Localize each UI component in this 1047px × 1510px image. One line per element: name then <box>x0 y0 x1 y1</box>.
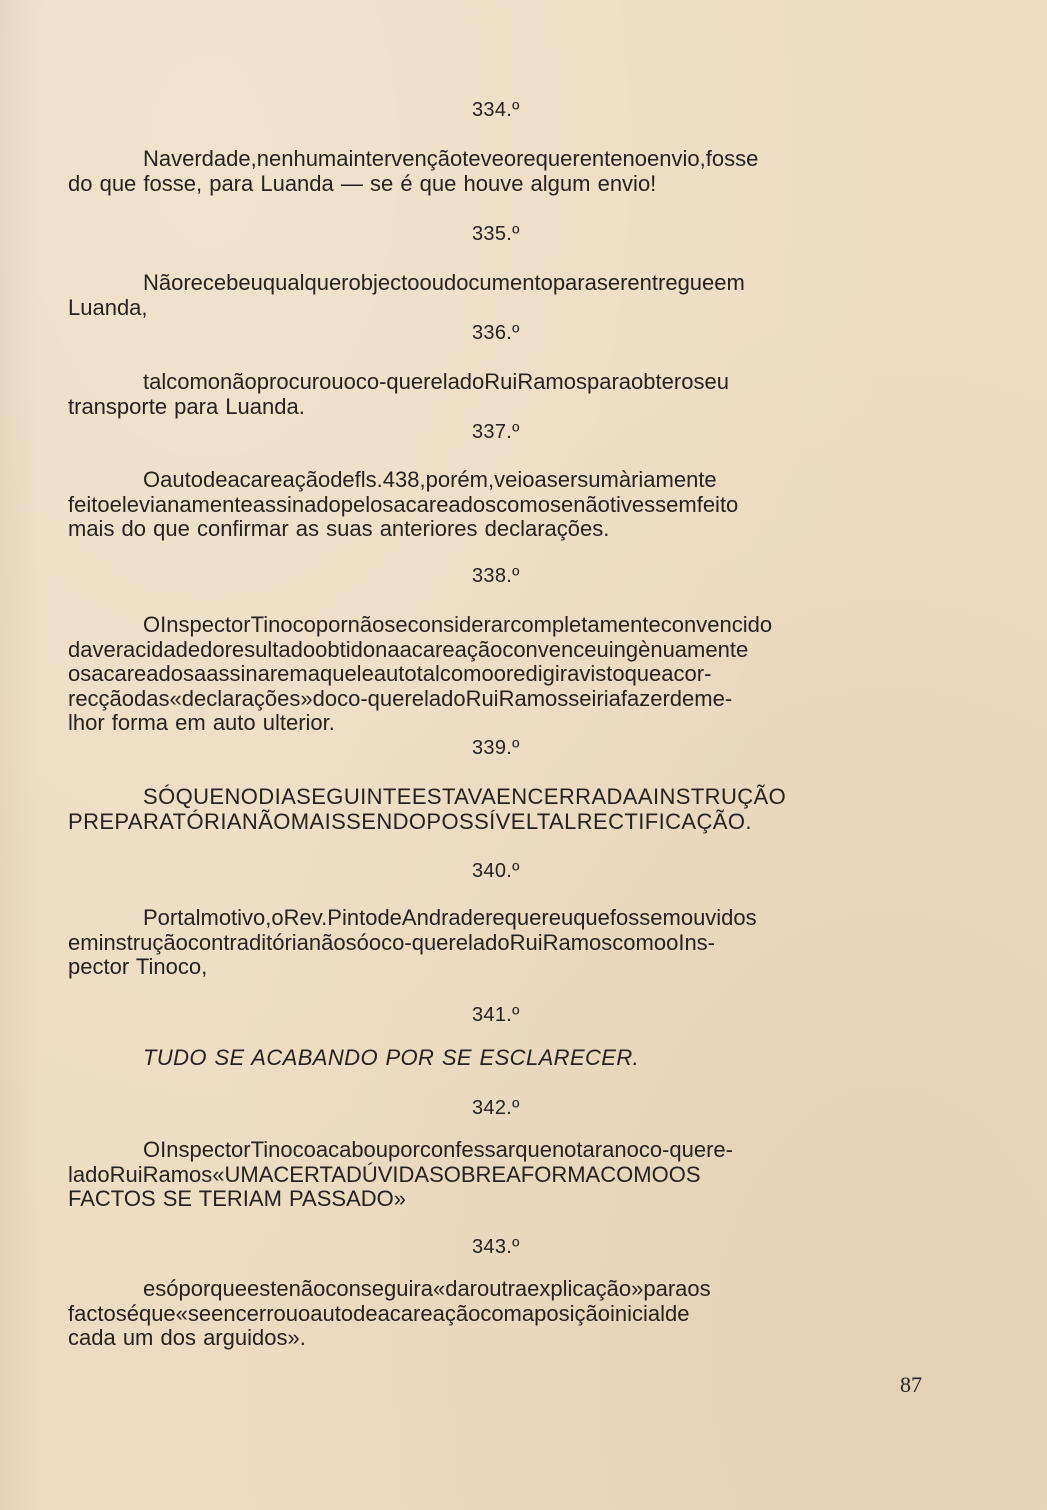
text-line: FACTOS SE TERIAM PASSADO» <box>68 1186 406 1211</box>
text-line: osacareadosaassinaremaqueleautotalcomooredigiravistoqueacor- <box>68 661 712 686</box>
text-line: pector Tinoco, <box>68 954 208 979</box>
text-line: Luanda, <box>68 294 148 320</box>
text-line: daveracidadedoresultadoobtidonaacareaçãoconvenceuingènuamente <box>68 636 749 662</box>
text-line: recçãodas«declarações»doco-quereladoRuiRamosseiriafazerdeme- <box>68 685 733 711</box>
paragraph <box>68 906 932 980</box>
paragraph <box>68 468 932 542</box>
text-line: esóporqueestenãoconseguira«daroutraexplicação»paraos <box>143 1276 711 1301</box>
text-line: Portalmotivo,oRev.PintodeAndraderequereuquefossemouvidos <box>143 905 757 930</box>
text-line: eminstruçãocontraditórianãosóoco-quereladoRuiRamoscomooIns- <box>68 929 716 955</box>
text-line: factoséque«seencerrouoautodeacareaçãocomaposiçãoinicialde <box>68 1300 690 1326</box>
text-line: cada um dos arguidos». <box>68 1325 306 1350</box>
page-number: 87 <box>900 1372 922 1397</box>
text-line: Nãorecebeuqualquerobjectooudocumentoparaserentregueem <box>143 270 745 295</box>
paragraph <box>68 785 932 834</box>
text-line: lhor forma em auto ulterior. <box>68 710 335 735</box>
text-line: Naverdade,nenhumaintervençãoteveorequerentenoenvio,fosse <box>143 146 759 171</box>
text-line: mais do que confirmar as suas anteriores declarações. <box>68 516 610 541</box>
article-number: 340.º <box>472 860 520 882</box>
text-line: Oautodeacareaçãodefls.438,porém,veioasersumàriamente <box>143 467 717 492</box>
article-number: 341.º <box>472 1004 520 1026</box>
text-line: OInspectorTinocoacabouporconfessarquenotaranoco-quere- <box>143 1137 733 1162</box>
paragraph <box>68 1277 932 1351</box>
text-line: transporte para Luanda. <box>68 393 305 419</box>
article-number: 337.º <box>472 421 520 443</box>
paragraph <box>68 370 932 419</box>
article-number: 338.º <box>472 565 520 587</box>
article-number: 334.º <box>472 99 520 121</box>
article-number: 342.º <box>472 1097 520 1119</box>
text-line: talcomonãoprocurouoco-quereladoRuiRamosparaobteroseu <box>143 369 729 394</box>
article-number: 335.º <box>472 223 520 245</box>
text-line: OInspectorTinocopornãoseconsiderarcompletamenteconvencido <box>143 612 773 637</box>
text-line: TUDO SE ACABANDO POR SE ESCLARECER. <box>143 1045 640 1070</box>
article-number: 336.º <box>472 322 520 344</box>
text-line: PREPARATÓRIANÃOMAISSENDOPOSSÍVELTALRECTIFICAÇÃO. <box>68 808 752 834</box>
paragraph <box>68 147 932 196</box>
article-number: 343.º <box>472 1236 520 1258</box>
text-line: do que fosse, para Luanda — se é que houve algum envio! <box>68 170 657 196</box>
paragraph <box>68 1046 932 1071</box>
paragraph <box>68 613 932 736</box>
text-line: ladoRuiRamos«UMACERTADÚVIDASOBREAFORMACOMOOS <box>68 1161 701 1187</box>
paragraph <box>68 1138 932 1212</box>
paragraph <box>68 271 932 320</box>
text-line: feitoelevianamenteassinadopelosacareadoscomosenãotivessemfeito <box>68 491 739 517</box>
text-line: SÓQUENODIASEGUINTEESTAVAENCERRADAAINSTRUÇÃO <box>143 784 787 809</box>
article-number: 339.º <box>472 737 520 759</box>
